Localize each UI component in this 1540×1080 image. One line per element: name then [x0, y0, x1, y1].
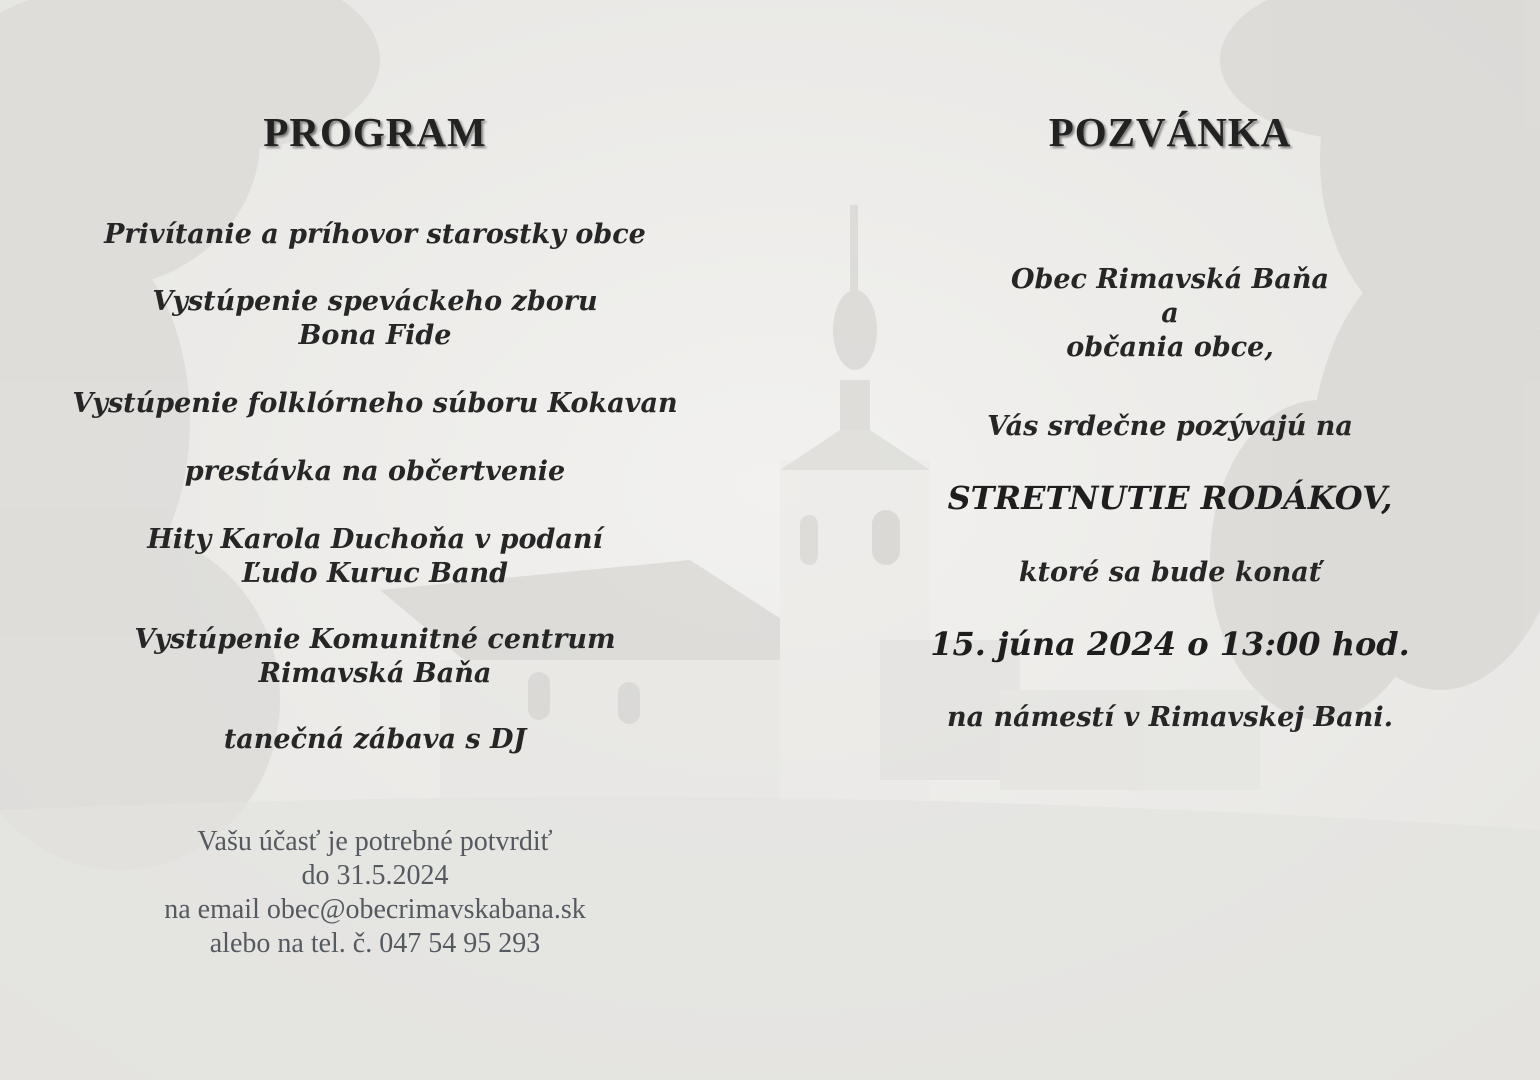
rsvp-phone: alebo na tel. č. 047 54 95 293	[209, 928, 541, 959]
program-item-line: Privítanie a príhovor starostky obce	[104, 219, 646, 250]
rsvp-email: na email obec@obecrimavskabana.sk	[164, 894, 586, 925]
program-item-line: Vystúpenie folklórneho súboru Kokavan	[72, 388, 678, 419]
program-item-line: Vystúpenie speváckeho zboru	[152, 286, 598, 317]
rsvp-line: Vašu účasť je potrebné potvrdiť	[197, 826, 553, 857]
program-item-line: prestávka na občertvenie	[184, 456, 566, 487]
rsvp-deadline: do 31.5.2024	[301, 860, 449, 891]
program-item-line: Ľudo Kuruc Band	[242, 558, 508, 589]
program-item-line: Hity Karola Duchoňa v podaní	[147, 524, 603, 555]
program-panel	[0, 0, 750, 1080]
host-line: Obec Rimavská Baňa	[1010, 264, 1330, 295]
invitation-heading: POZVÁNKA	[1048, 109, 1292, 155]
program-heading: PROGRAM	[263, 109, 487, 155]
program-item	[0, 523, 750, 591]
program-item	[0, 387, 750, 421]
program-item-line: Bona Fide	[298, 320, 452, 351]
invite-line: Vás srdečne pozývajú na	[987, 411, 1353, 442]
invitation-panel	[790, 0, 1540, 1080]
host-block	[790, 263, 1540, 365]
host-line: a	[1161, 298, 1179, 329]
will-be-held-line: ktoré sa bude konať	[1018, 557, 1322, 588]
event-location: na námestí v Rimavskej Bani.	[946, 702, 1394, 733]
program-item	[0, 455, 750, 489]
host-line: občania obce,	[1066, 332, 1274, 363]
rsvp-contact	[0, 825, 750, 961]
program-item-line: Vystúpenie Komunitné centrum	[134, 624, 616, 655]
program-item	[0, 623, 750, 691]
program-item-line: Rimavská Baňa	[258, 658, 492, 689]
event-name: STRETNUTIE RODÁKOV,	[947, 479, 1393, 517]
program-item	[0, 723, 750, 757]
program-item	[0, 218, 750, 252]
event-date-time: 15. júna 2024 o 13:00 hod.	[930, 625, 1410, 663]
program-item-line: tanečná zábava s DJ	[223, 724, 527, 755]
program-item	[0, 285, 750, 353]
